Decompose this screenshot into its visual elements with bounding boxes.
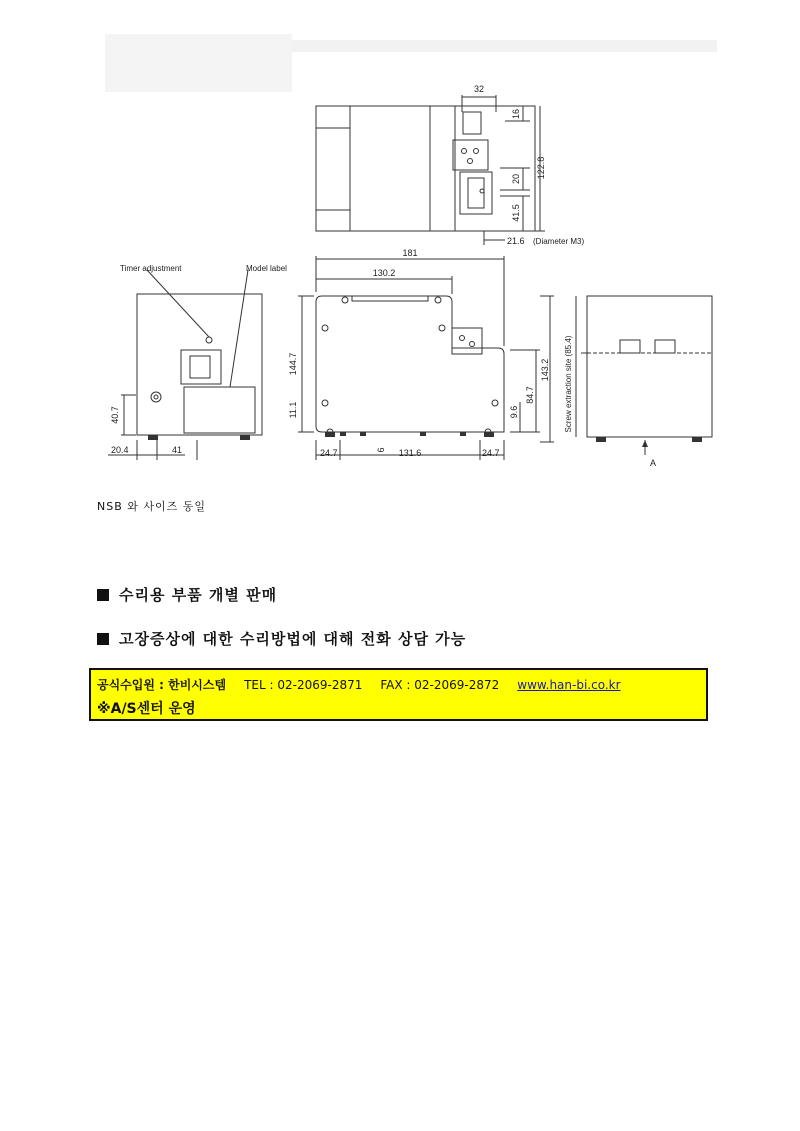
label-screw-extraction-site: Screw extraction site (85.4) (564, 335, 573, 433)
dim-side-143-2: 143.2 (540, 358, 550, 382)
bullet-text: 수리용 부품 개별 판매 (119, 586, 278, 604)
scan-header-block (105, 34, 292, 92)
dim-front-20-4: 20.4 (111, 445, 129, 455)
dim-side-6: 6 (376, 447, 386, 453)
arrow-marker (642, 440, 648, 447)
tel-number: TEL : 02-2069-2871 (244, 678, 363, 692)
dim-side-11-1: 11.1 (288, 401, 298, 419)
square-bullet-icon (97, 633, 109, 645)
contact-box (89, 668, 708, 721)
dim-side-144-7: 144.7 (288, 352, 298, 376)
side-feet (325, 432, 494, 437)
square-bullet-icon (97, 589, 109, 601)
dim-front-40-7: 40.7 (110, 406, 120, 424)
bullet-phone-consult (97, 628, 466, 649)
technical-drawing (0, 0, 800, 480)
dim-side-131-6: 131.6 (398, 448, 422, 458)
dim-side-84-7: 84.7 (525, 386, 535, 404)
dim-top-20: 20 (511, 173, 521, 185)
front-feet (148, 435, 250, 440)
size-caption: NSB 와 사이즈 동일 (97, 500, 207, 513)
scan-header-strip (292, 40, 717, 52)
label-timer-adjustment: Timer adjustment (120, 264, 182, 273)
label-view-a: A (650, 458, 657, 468)
dim-top-21-6: 21.6 (507, 236, 525, 246)
dim-side-24-7-left: 24.7 (320, 448, 338, 458)
dim-top-diameter: (Diameter M3) (533, 237, 585, 246)
bullet-repair-parts (97, 584, 277, 605)
side-view (298, 256, 554, 460)
right-feet (596, 437, 702, 442)
dim-top-41-5: 41.5 (511, 204, 521, 222)
contact-line (97, 676, 621, 693)
label-model-label: Model label (246, 264, 287, 273)
dim-side-24-7-right: 24.7 (482, 448, 500, 458)
front-view (108, 270, 262, 460)
dim-side-9-6: 9.6 (509, 405, 519, 419)
right-view (576, 296, 712, 455)
dim-side-130-2: 130.2 (372, 268, 396, 278)
website-link[interactable]: www.han-bi.co.kr (517, 678, 621, 692)
dim-top-122-8: 122.8 (536, 156, 546, 180)
as-center-notice: ※A/S센터 운영 (97, 701, 196, 717)
dim-side-181: 181 (402, 248, 418, 258)
bullet-text: 고장증상에 대한 수리방법에 대해 전화 상담 가능 (119, 630, 467, 648)
fax-number: FAX : 02-2069-2872 (380, 678, 500, 692)
dim-front-41: 41 (172, 445, 183, 455)
dim-top-16: 16 (511, 108, 521, 120)
dim-top-32: 32 (473, 84, 485, 94)
importer-name: 공식수입원 : 한비시스템 (97, 678, 227, 692)
